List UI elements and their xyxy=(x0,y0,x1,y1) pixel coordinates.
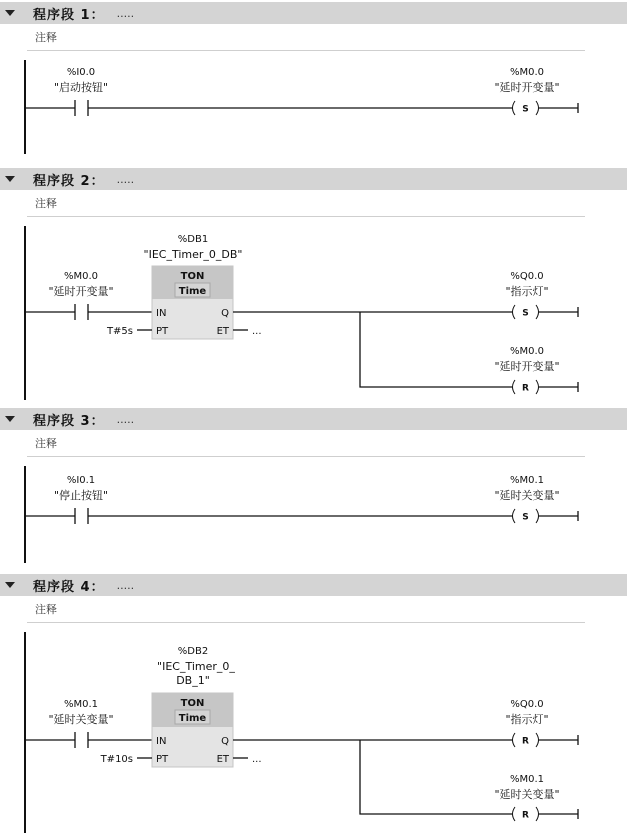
contact-no[interactable] xyxy=(54,475,108,524)
timer-db-name: "IEC_Timer_0_DB" xyxy=(143,248,243,261)
timer-time-label: Time xyxy=(178,713,207,724)
contact-address: %I0.1 xyxy=(66,475,96,486)
coil-type: R xyxy=(522,810,529,821)
coil-tag: "延时关变量" xyxy=(494,788,560,801)
ladder-diagram xyxy=(0,574,627,833)
ton-timer-block[interactable] xyxy=(144,234,243,339)
network-title-placeholder[interactable]: ..... xyxy=(116,6,135,20)
contact-tag: "延时开变量" xyxy=(48,285,114,298)
coil-address: %Q0.0 xyxy=(510,271,544,282)
coil-tag: "延时开变量" xyxy=(494,360,560,373)
contact-address: %I0.0 xyxy=(66,67,96,78)
contact-tag: "启动按钮" xyxy=(53,81,109,94)
timer-time-label: Time xyxy=(178,286,207,297)
coil-tag: "指示灯" xyxy=(505,713,549,726)
contact-address: %M0.1 xyxy=(63,699,99,710)
coil-type: S xyxy=(522,308,529,319)
network-title: 程序段 1： xyxy=(33,7,105,23)
network-title-placeholder[interactable]: ..... xyxy=(116,578,135,592)
coil-type: S xyxy=(522,104,529,115)
pin-in: IN xyxy=(156,736,167,747)
network-comment[interactable]: 注释 xyxy=(27,598,585,623)
coil-tag: "延时开变量" xyxy=(494,81,560,94)
network-comment[interactable]: 注释 xyxy=(27,192,585,217)
ladder-diagram xyxy=(0,168,627,408)
network-comment[interactable]: 注释 xyxy=(27,432,585,457)
timer-type: TON xyxy=(180,698,205,709)
coil-type: R xyxy=(522,383,529,394)
coil-address: %M0.1 xyxy=(509,774,545,785)
pin-et: ET xyxy=(216,754,229,765)
contact-tag: "延时关变量" xyxy=(48,713,114,726)
contact-tag: "停止按钮" xyxy=(53,489,109,502)
network-title-placeholder[interactable]: ..... xyxy=(116,412,135,426)
network-title: 程序段 2： xyxy=(33,173,105,189)
network-comment[interactable]: 注释 xyxy=(27,26,585,51)
timer-db-address: %DB1 xyxy=(177,234,209,245)
branch-wire xyxy=(360,740,512,814)
pin-q: Q xyxy=(221,736,229,747)
ladder-diagram xyxy=(0,2,627,162)
ladder-diagram xyxy=(0,408,627,568)
coil-address: %M0.0 xyxy=(509,346,545,357)
et-value[interactable]: ... xyxy=(252,754,262,765)
network-title: 程序段 4： xyxy=(33,579,105,595)
contact-address: %M0.0 xyxy=(63,271,99,282)
pin-pt: PT xyxy=(156,754,169,765)
timer-type: TON xyxy=(180,271,205,282)
coil-type: R xyxy=(522,736,529,747)
branch-wire xyxy=(360,312,512,387)
coil-tag: "延时关变量" xyxy=(494,489,560,502)
pt-value[interactable]: T#5s xyxy=(106,326,133,337)
network-title: 程序段 3： xyxy=(33,413,105,429)
contact-no[interactable] xyxy=(48,699,113,748)
ton-timer-block[interactable] xyxy=(152,646,235,767)
pt-value[interactable]: T#10s xyxy=(100,754,133,765)
coil-address: %M0.0 xyxy=(509,67,545,78)
pin-et: ET xyxy=(216,326,229,337)
coil-type: S xyxy=(522,512,529,523)
pin-in: IN xyxy=(156,308,167,319)
timer-db-name-line-2: DB_1" xyxy=(176,674,210,687)
coil-tag: "指示灯" xyxy=(505,285,549,298)
pin-q: Q xyxy=(221,308,229,319)
network-title-placeholder[interactable]: ..... xyxy=(116,172,135,186)
coil-address: %Q0.0 xyxy=(510,699,544,710)
pin-pt: PT xyxy=(156,326,169,337)
timer-db-address: %DB2 xyxy=(177,646,209,657)
et-value[interactable]: ... xyxy=(252,326,262,337)
timer-db-name-line-1: "IEC_Timer_0_ xyxy=(157,660,235,673)
coil-address: %M0.1 xyxy=(509,475,545,486)
